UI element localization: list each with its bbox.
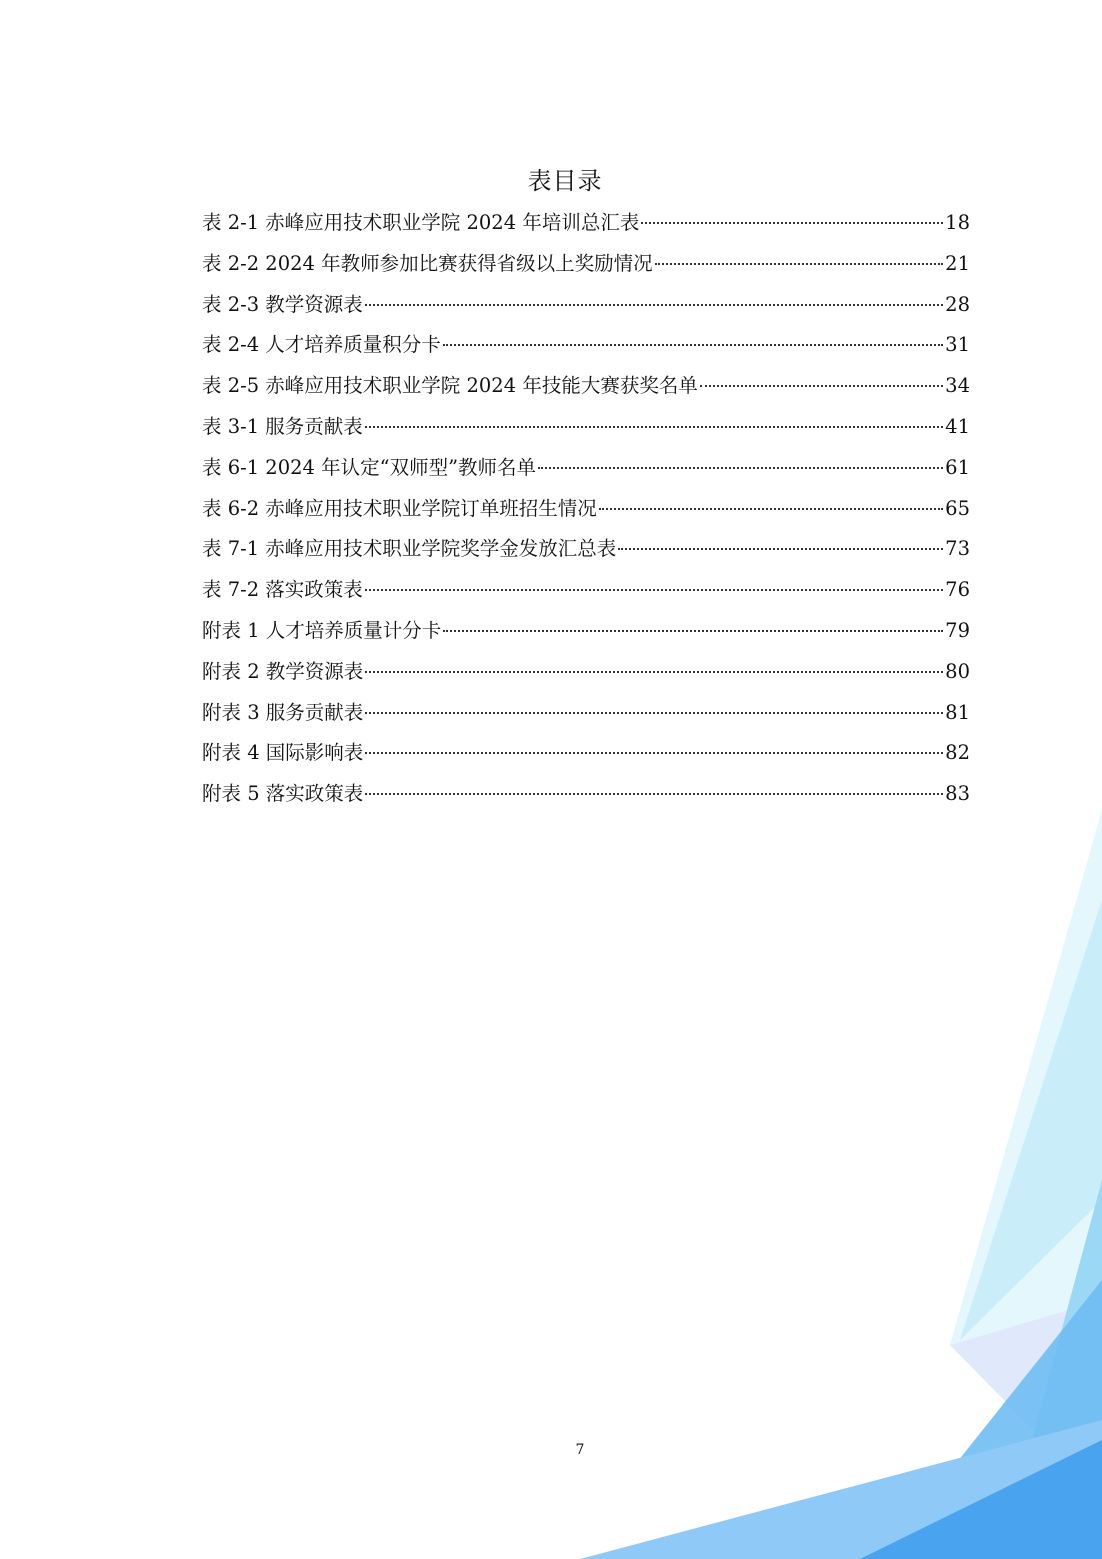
toc-entry[interactable]: [202, 614, 970, 655]
toc-entry-page: 28: [945, 292, 970, 316]
toc-entry-label: 表 6-1 2024 年认定“双师型”教师名单: [202, 455, 537, 479]
toc-entry[interactable]: [202, 655, 970, 696]
toc-dot-leader: [365, 793, 943, 795]
toc-entry-page: 80: [945, 659, 970, 683]
toc-entry-page: 73: [945, 537, 970, 561]
toc-dot-leader: [365, 712, 943, 714]
toc-entry[interactable]: [202, 288, 970, 329]
toc-entry-label: 附表 1 人才培养质量计分卡: [202, 618, 442, 642]
toc-entry[interactable]: [202, 736, 970, 777]
toc-dot-leader: [443, 630, 943, 632]
toc-dot-leader: [655, 263, 944, 265]
toc-entry-label: 表 7-2 落实政策表: [202, 578, 363, 602]
toc-entry-page: 65: [945, 496, 970, 520]
toc-dot-leader: [365, 752, 943, 754]
toc-entry-label: 表 2-3 教学资源表: [202, 292, 363, 316]
toc-entry[interactable]: [202, 328, 970, 369]
toc-entry-label: 附表 5 落实政策表: [202, 782, 364, 806]
toc-entry-label: 附表 4 国际影响表: [202, 741, 364, 765]
toc-entry-label: 表 2-4 人才培养质量积分卡: [202, 333, 441, 357]
toc-entry[interactable]: [202, 247, 970, 288]
toc-entry[interactable]: [202, 777, 970, 818]
toc-entry[interactable]: [202, 696, 970, 737]
toc-entry[interactable]: [202, 492, 970, 533]
toc-dot-leader: [618, 548, 943, 550]
toc-entry-page: 79: [945, 618, 970, 642]
toc-entry-page: 76: [945, 578, 970, 602]
toc-entry-page: 83: [945, 782, 970, 806]
toc-entry[interactable]: [202, 573, 970, 614]
toc-dot-leader: [700, 385, 943, 387]
toc-entry-label: 表 2-1 赤峰应用技术职业学院 2024 年培训总汇表: [202, 211, 640, 234]
toc-dot-leader: [365, 589, 943, 591]
page-number: 7: [575, 1442, 585, 1458]
toc-dot-leader: [599, 508, 943, 510]
toc-entry[interactable]: [202, 451, 970, 492]
toc-dot-leader: [365, 671, 943, 673]
toc-entry-label: 表 6-2 赤峰应用技术职业学院订单班招生情况: [202, 496, 597, 520]
toc-entry-page: 82: [945, 741, 970, 765]
table-of-contents: [202, 206, 970, 818]
toc-entry[interactable]: [202, 410, 970, 451]
toc-entry-label: 表 7-1 赤峰应用技术职业学院奖学金发放汇总表: [202, 537, 617, 561]
toc-entry[interactable]: [202, 206, 970, 247]
toc-dot-leader: [538, 467, 943, 469]
toc-dot-leader: [365, 426, 943, 428]
toc-entry-page: 18: [945, 211, 970, 234]
toc-entry-page: 61: [945, 455, 970, 479]
toc-entry[interactable]: [202, 532, 970, 573]
toc-dot-leader: [641, 222, 943, 224]
toc-dot-leader: [365, 304, 943, 306]
toc-entry[interactable]: [202, 369, 970, 410]
toc-dot-leader: [443, 344, 943, 346]
toc-entry-page: 21: [945, 251, 970, 275]
toc-entry-label: 附表 2 教学资源表: [202, 659, 364, 683]
toc-entry-page: 34: [945, 374, 970, 398]
toc-entry-label: 表 3-1 服务贡献表: [202, 414, 363, 438]
toc-entry-page: 31: [945, 333, 970, 357]
page-title: 表目录: [527, 167, 603, 195]
toc-entry-page: 81: [945, 700, 970, 724]
toc-entry-label: 表 2-2 2024 年教师参加比赛获得省级以上奖励情况: [202, 251, 653, 275]
toc-entry-label: 附表 3 服务贡献表: [202, 700, 364, 724]
toc-entry-label: 表 2-5 赤峰应用技术职业学院 2024 年技能大赛获奖名单: [202, 374, 698, 398]
toc-entry-page: 41: [945, 414, 970, 438]
